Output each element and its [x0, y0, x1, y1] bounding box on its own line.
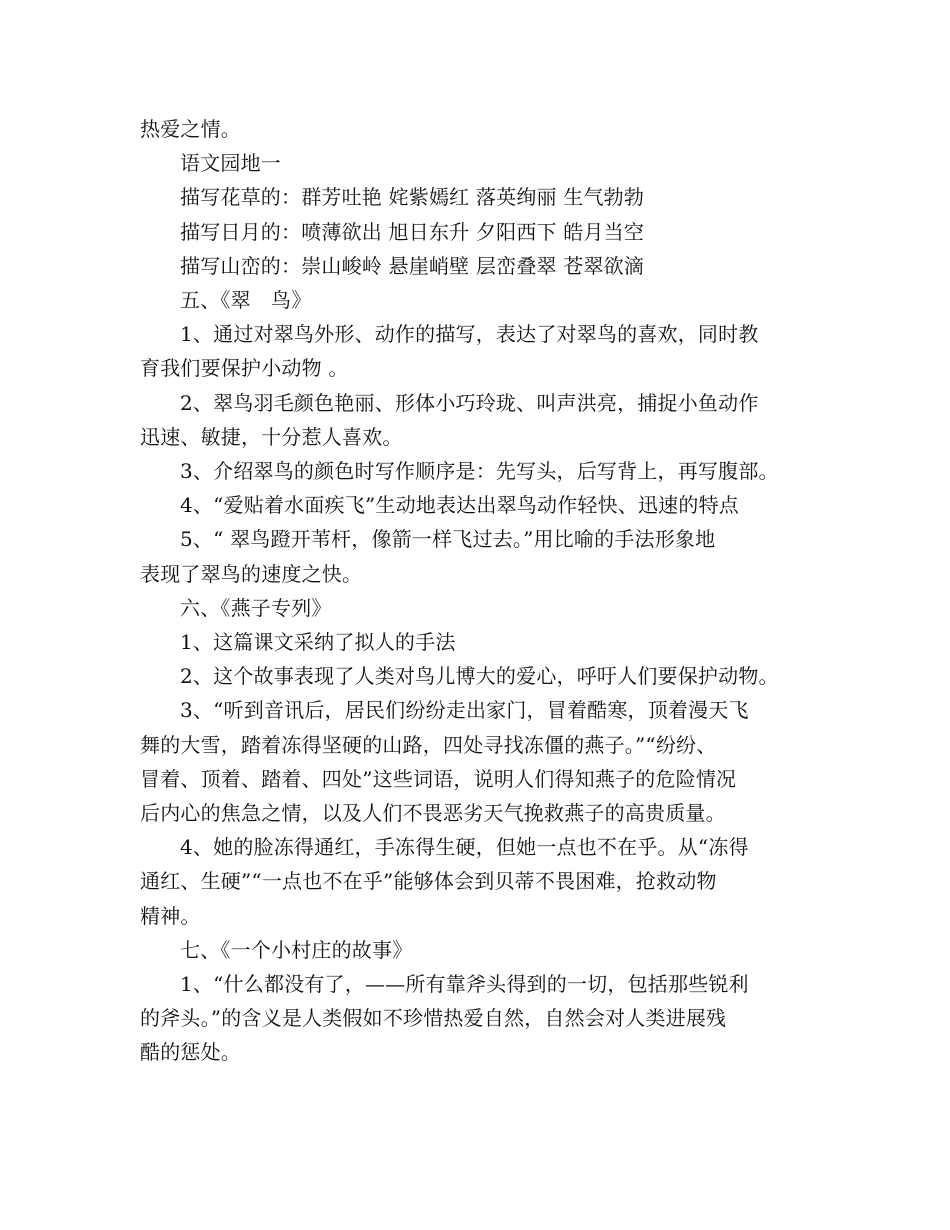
section-heading: 五、《翠 鸟》 — [180, 288, 312, 313]
text-line: 描写花草的：群芳吐艳 姹紫嫣红 落英绚丽 生气勃勃 — [180, 185, 645, 210]
text-line: 通红、生硬”“一点也不在乎”能够体会到贝蒂不畏困难，抢救动物 — [140, 869, 717, 894]
text-line: 2、这个故事表现了人类对鸟儿博大的爱心，呼吁人们要保护动物。 — [180, 664, 779, 689]
section-heading: 六、《燕子专列》 — [180, 595, 332, 620]
text-line: 2、翠鸟羽毛颜色艳丽、形体小巧玲珑、叫声洪亮，捕捉小鱼动作 — [180, 390, 759, 415]
text-line: 酷的惩处。 — [140, 1040, 241, 1065]
text-line: 后内心的焦急之情，以及人们不畏恶劣天气挽救燕子的高贵质量。 — [140, 801, 726, 826]
text-line: 表现了翠鸟的速度之快。 — [140, 561, 363, 586]
document-body — [140, 112, 820, 1070]
text-line: 迅速、敏捷，十分惹人喜欢。 — [140, 424, 403, 449]
text-line: 精神。 — [140, 903, 201, 928]
text-line: 的斧头。”的含义是人类假如不珍惜热爱自然，自然会对人类进展残 — [140, 1006, 727, 1031]
section-heading: 语文园地一 — [180, 151, 281, 176]
text-line: 描写山峦的：崇山峻岭 悬崖峭壁 层峦叠翠 苍翠欲滴 — [180, 253, 645, 278]
text-line: 描写日月的：喷薄欲出 旭日东升 夕阳西下 皓月当空 — [180, 219, 645, 244]
text-line: 4、她的脸冻得通红，手冻得生硬，但她一点也不在乎。从“冻得 — [180, 835, 749, 860]
text-line: 4、“爱贴着水面疾飞”生动地表达出翠鸟动作轻快、迅速的特点 — [180, 493, 739, 518]
text-line: 1、通过对翠鸟外形、动作的描写，表达了对翠鸟的喜欢，同时教 — [180, 322, 759, 347]
text-line: 1、“什么都没有了，——所有靠斧头得到的一切，包括那些锐利 — [180, 972, 749, 997]
text-line: 3、介绍翠鸟的颜色时写作顺序是：先写头，后写背上，再写腹部。 — [180, 459, 779, 484]
section-heading: 七、《一个小村庄的故事》 — [180, 937, 413, 962]
text-line: 育我们要保护小动物 。 — [140, 356, 349, 381]
text-line: 舞的大雪，踏着冻得坚硬的山路，四处寻找冻僵的燕子。”“纷纷、 — [140, 732, 717, 757]
text-line: 热爱之情。 — [140, 117, 241, 141]
text-line: 5、“ 翠鸟蹬开苇杆，像箭一样飞过去。”用比喻的手法形象地 — [180, 527, 716, 552]
text-line: 3、“听到音讯后，居民们纷纷走出家门，冒着酷寒，顶着漫天飞 — [180, 698, 749, 723]
text-line: 冒着、顶着、踏着、四处”这些词语，说明人们得知燕子的危险情况 — [140, 766, 737, 791]
text-line: 1、这篇课文采纳了拟人的手法 — [180, 630, 456, 655]
